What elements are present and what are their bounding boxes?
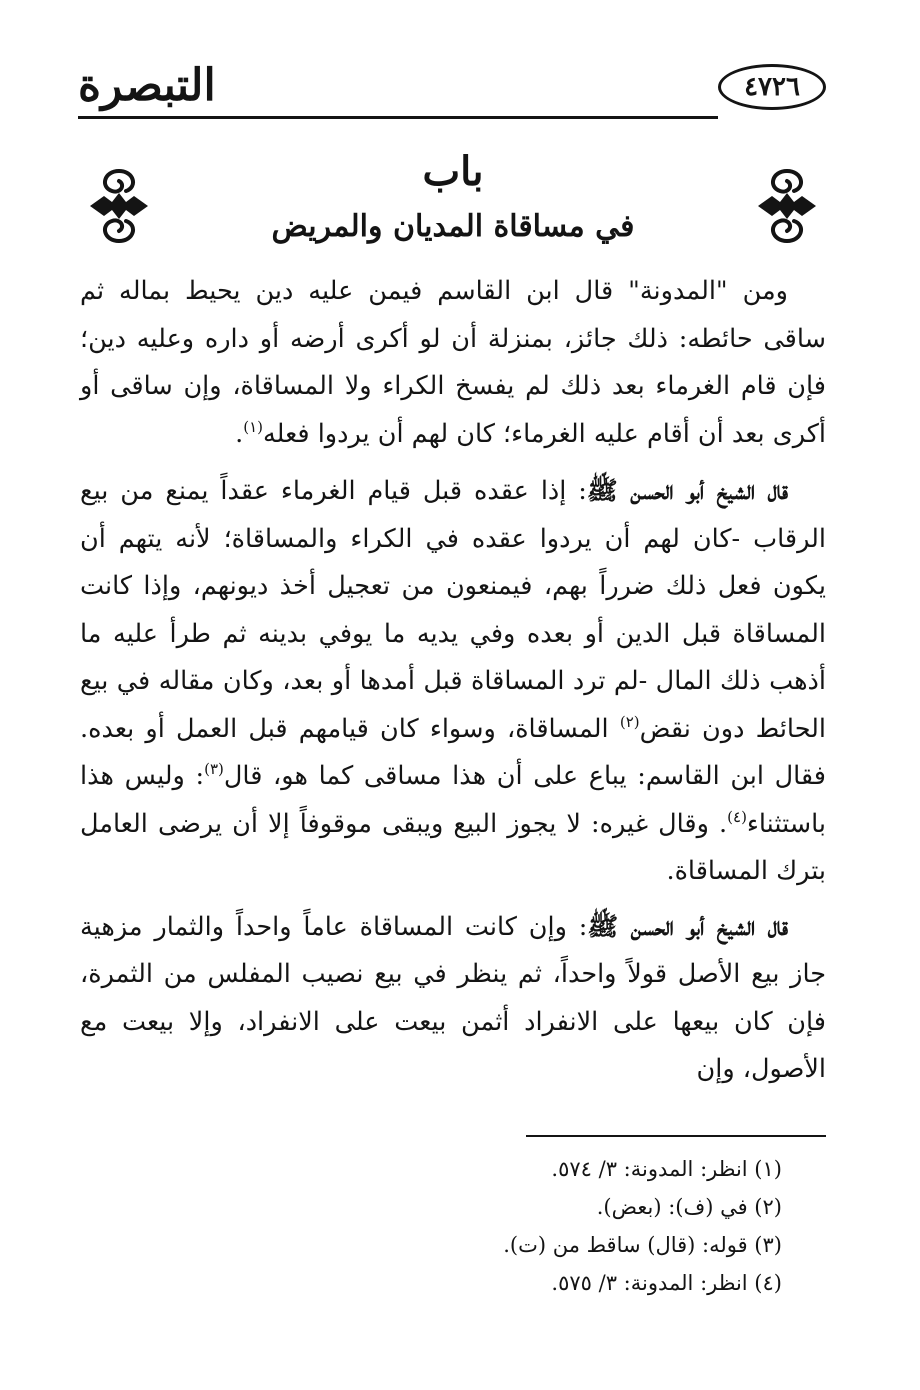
paragraph (80, 904, 826, 1094)
floral-ornament-icon (754, 163, 820, 249)
footnote: (٤) انظر: المدونة: ٣/ ٥٧٥. (551, 1271, 782, 1295)
footnote-divider (526, 1135, 826, 1137)
page-number: ٤٧٢٦ (744, 72, 800, 102)
paragraph (80, 268, 826, 458)
main-text (80, 268, 826, 1102)
chapter-heading (80, 145, 826, 255)
paragraph-text: : وليس هذا باستثناء (80, 761, 826, 839)
header-rule (78, 116, 718, 119)
paragraph (80, 468, 826, 896)
paragraph-text: : إذا عقده قبل قيام الغرماء عقداً يمنع من بيع الرقاب -كان لهم أن يردوا عقده في الكراء والمساقاة؛ لأنه يتهم أن يكون فعل ذلك ضرراً بهم، فيمنعون من تعجيل أخذ ديونهم، وإذا كانت المساقاة قبل الدين أو بعده وفي يديه ما يوفي بدينه ثم طرأ عليه ما أذهب ذلك المال -لم ترد المساقاة قبل أمدها أو بعد، وكان مقاله في بيع الحائط دون نقض (80, 476, 827, 744)
chapter-label: باب (422, 148, 484, 195)
footnote: (٢) في (ف): (بعض). (596, 1195, 782, 1219)
running-title: التبصرة (78, 60, 216, 111)
paragraph-text: . (235, 418, 244, 449)
footnote-ref: (٤) (727, 807, 747, 826)
page-number-frame (718, 64, 826, 110)
chapter-title: في مساقاة المديان والمريض (271, 209, 635, 244)
footnotes (80, 1150, 782, 1302)
paragraph-text: ومن "المدونة" قال ابن القاسم فيمن عليه دين يحيط بماله ثم ساقى حائطه: ذلك جائز، بمنزلة أن لو أكرى أرضه أو داره وعليه دين؛ فإن قام الغرماء بعد ذلك لم يفسخ الكراء ولا المساقاة، وإن ساقى أو أكرى بعد أن أقام عليه الغرماء؛ كان لهم أن يردوا فعله (80, 276, 826, 449)
paragraph-text: : وإن كانت المساقاة عاماً واحداً والثمار مزهية جاز بيع الأصل قولاً واحداً، ثم ينظر في بيع نصيب المفلس من الثمرة، فإن كان بيعها على الانفراد أثمن بيعت على الانفراد، وإلا بيعت مع الأصول، وإن (80, 911, 826, 1084)
footnote: (٣) قوله: (قال) ساقط من (ت). (503, 1233, 782, 1257)
footnote: (١) انظر: المدونة: ٣/ ٥٧٤. (551, 1157, 782, 1181)
paragraph-speaker: قال الشيخ أبو الحسن ﷺ (586, 476, 788, 506)
footnote-ref: (١) (243, 417, 264, 436)
footnote-ref: (٣) (204, 760, 224, 778)
paragraph-text: . وقال غيره: لا يجوز البيع ويبقى موقوفاً إلا أن يرضى العامل بترك المساقاة. (80, 808, 826, 886)
footnote-ref: (٢) (619, 712, 640, 731)
page-header (78, 50, 826, 125)
paragraph-speaker: قال الشيخ أبو الحسن ﷺ (587, 911, 789, 942)
paragraph-text: المساقاة، وسواء كان قيامهم قبل العمل أو بعده. فقال ابن القاسم: يباع على أن هذا مساقى كما هو، قال (80, 713, 826, 791)
